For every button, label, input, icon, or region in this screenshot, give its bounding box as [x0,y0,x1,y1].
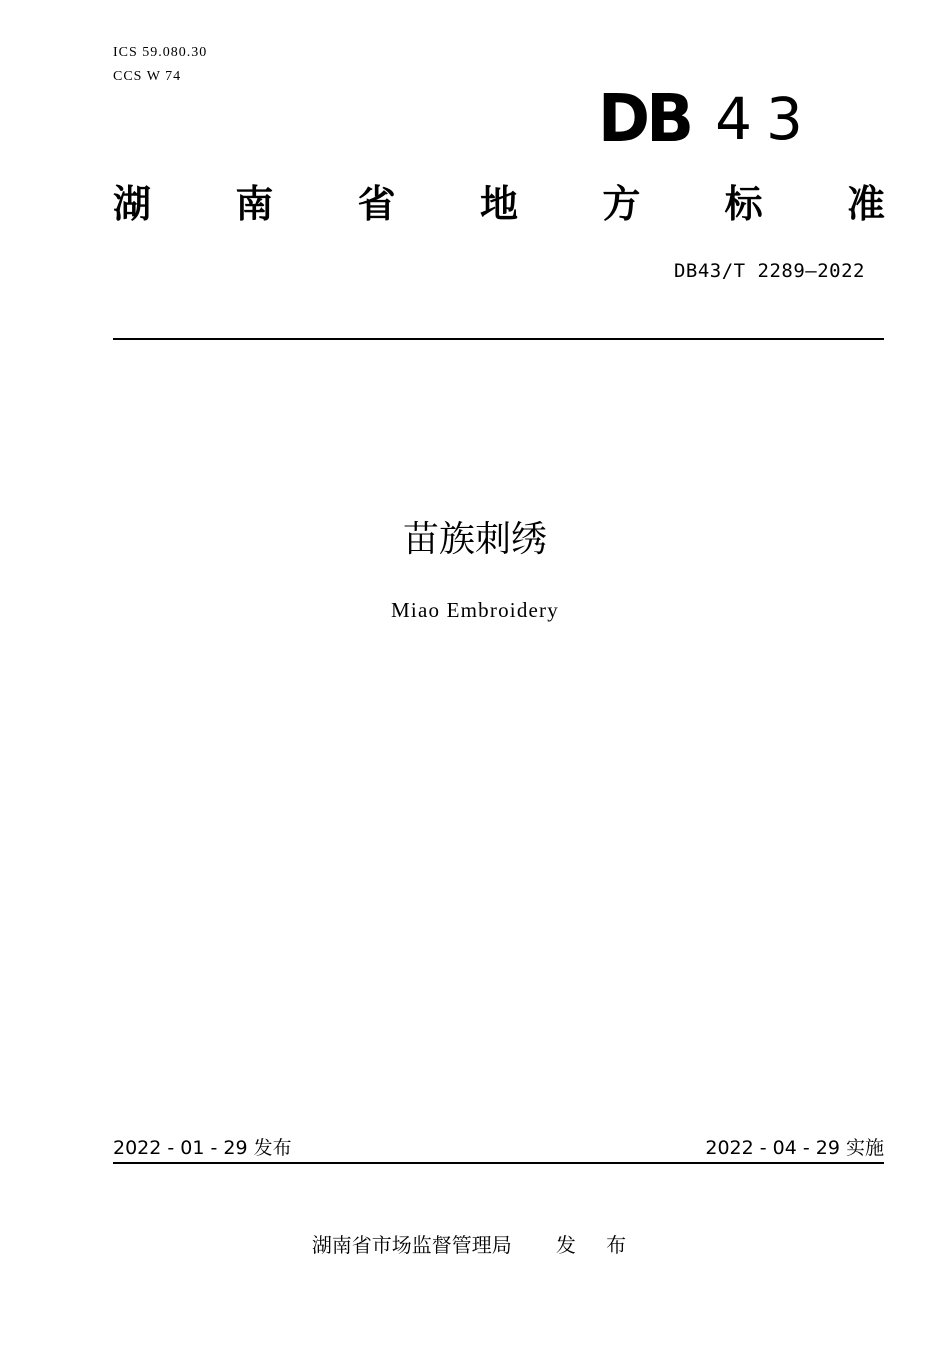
ics-code: ICS 59.080.30 [113,45,208,60]
top-divider [113,338,884,340]
document-title-chinese: 苗族刺绣 [402,519,547,560]
ccs-code: CCS W 74 [113,69,182,84]
standard-number: DB43/T 2289—2022 [673,260,865,282]
standard-mark [598,80,817,157]
document-title-english: Miao Embroidery [391,598,559,622]
standard-type-char: 南 [235,182,274,226]
standard-type-char: 方 [602,182,641,226]
bottom-divider [113,1162,884,1164]
standard-type-char: 标 [724,182,763,226]
issue-date: 2022 - 01 - 29 发布 [113,1137,292,1159]
standard-type-char: 湖 [113,182,152,226]
standard-type-heading [113,176,885,232]
province-code: 43 [715,85,817,153]
db-logo: DB [598,80,691,157]
standard-type-char: 准 [846,182,885,226]
implementation-date: 2022 - 04 - 29 实施 [705,1137,884,1159]
issuing-organization: 湖南省市场监督管理局 [311,1233,512,1257]
issuer-line [0,1229,950,1258]
standard-type-char: 省 [357,182,396,226]
standard-type-char: 地 [479,182,518,226]
publish-label: 发 布 [555,1233,639,1257]
